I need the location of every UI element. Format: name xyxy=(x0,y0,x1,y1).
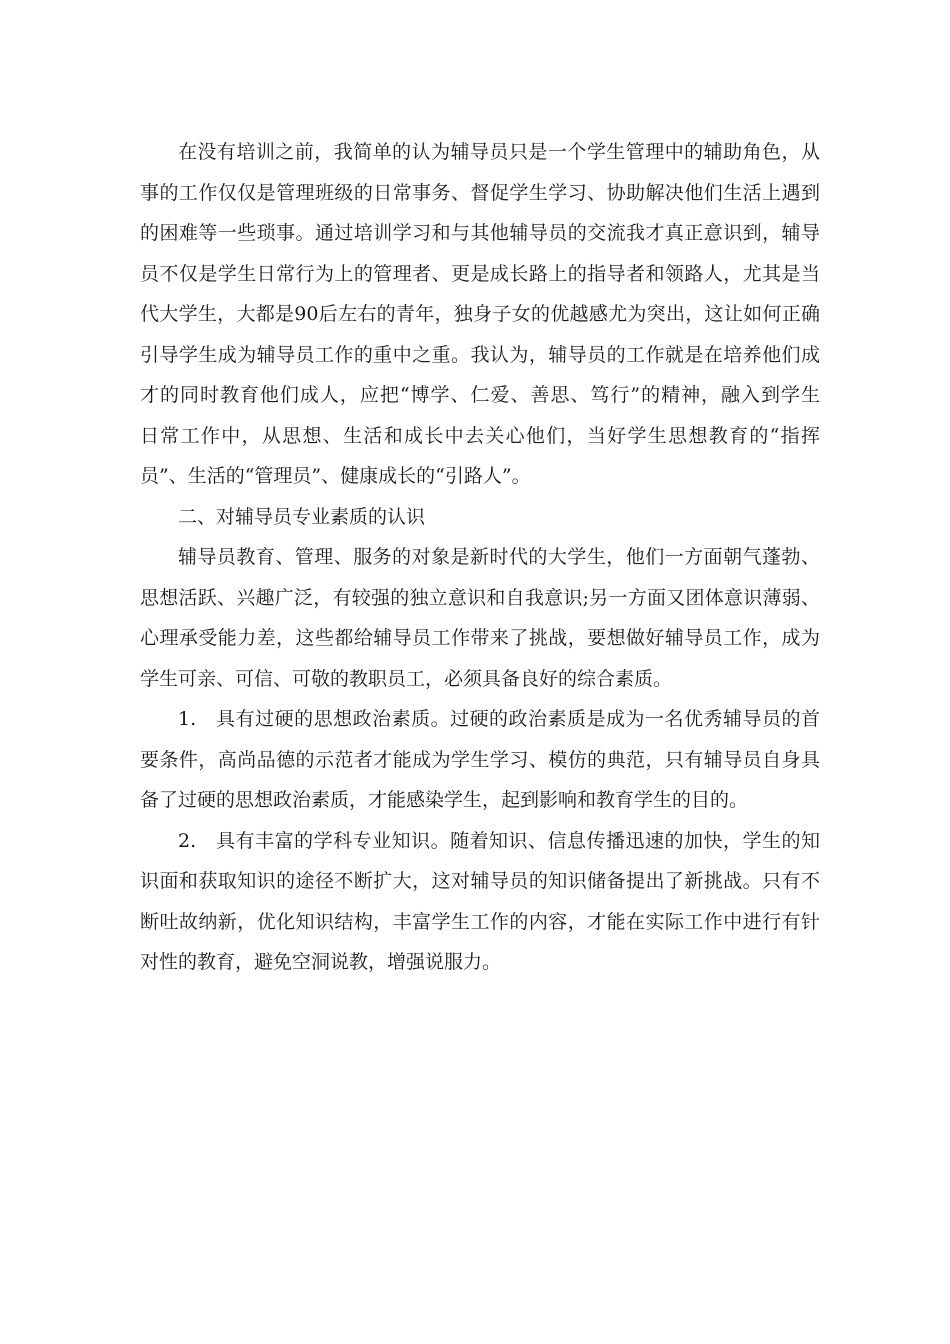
section-heading: 二、对辅导员专业素质的认识 xyxy=(178,505,426,528)
paragraph-line: 学生可亲、可信、可敬的教职员工，必须具备良好的综合素质。 xyxy=(140,667,673,690)
paragraph-line: 心理承受能力差，这些都给辅导员工作带来了挑战，要想做好辅导员工作，成为 xyxy=(140,627,820,649)
paragraph-line: 事的工作仅仅是管理班级的日常事务、督促学生学习、协助解决他们生活上遇到 xyxy=(140,181,820,204)
paragraph-line: 员不仅是学生日常行为上的管理者、更是成长路上的指导者和领路人，尤其是当 xyxy=(140,262,820,285)
list-item-line: 1. 具有过硬的思想政治素质。过硬的政治素质是成为一名优秀辅导员的首 xyxy=(178,708,820,730)
paragraph-line: 员”、生活的“管理员”、健康成长的“引路人”。 xyxy=(140,465,531,487)
paragraph-line: 引导学生成为辅导员工作的重中之重。我认为，辅导员的工作就是在培养他们成 xyxy=(140,343,820,366)
paragraph-line: 备了过硬的思想政治素质，才能感染学生，起到影响和教育学生的目的。 xyxy=(140,789,749,811)
paragraph-line: 思想活跃、兴趣广泛，有较强的独立意识和自我意识;另一方面又团体意识薄弱、 xyxy=(140,586,820,609)
paragraph-line: 对性的教育，避免空洞说教，增强说服力。 xyxy=(140,951,502,973)
paragraph-line: 辅导员教育、管理、服务的对象是新时代的大学生，他们一方面朝气蓬勃、 xyxy=(178,546,820,568)
paragraph-line: 日常工作中，从思想、生活和成长中去关心他们，当好学生思想教育的“指挥 xyxy=(140,424,820,447)
document-body xyxy=(140,132,820,983)
paragraph-line: 断吐故纳新，优化知识结构，丰富学生工作的内容，才能在实际工作中进行有针 xyxy=(140,910,820,933)
list-item-line: 2. 具有丰富的学科专业知识。随着知识、信息传播迅速的加快，学生的知 xyxy=(178,829,820,852)
paragraph-line: 的困难等一些琐事。通过培训学习和与其他辅导员的交流我才真正意识到，辅导 xyxy=(140,222,820,244)
paragraph-line: 识面和获取知识的途径不断扩大，这对辅导员的知识储备提出了新挑战。只有不 xyxy=(140,870,820,892)
paragraph-line: 代大学生，大都是90后左右的青年，独身子女的优越感尤为突出，这让如何正确 xyxy=(140,303,820,325)
paragraph-line: 才的同时教育他们成人，应把“博学、仁爱、善思、笃行”的精神，融入到学生 xyxy=(140,384,820,406)
paragraph-line: 在没有培训之前，我简单的认为辅导员只是一个学生管理中的辅助角色，从 xyxy=(178,141,820,163)
paragraph-line: 要条件，高尚品德的示范者才能成为学生学习、模仿的典范，只有辅导员自身具 xyxy=(140,748,820,771)
